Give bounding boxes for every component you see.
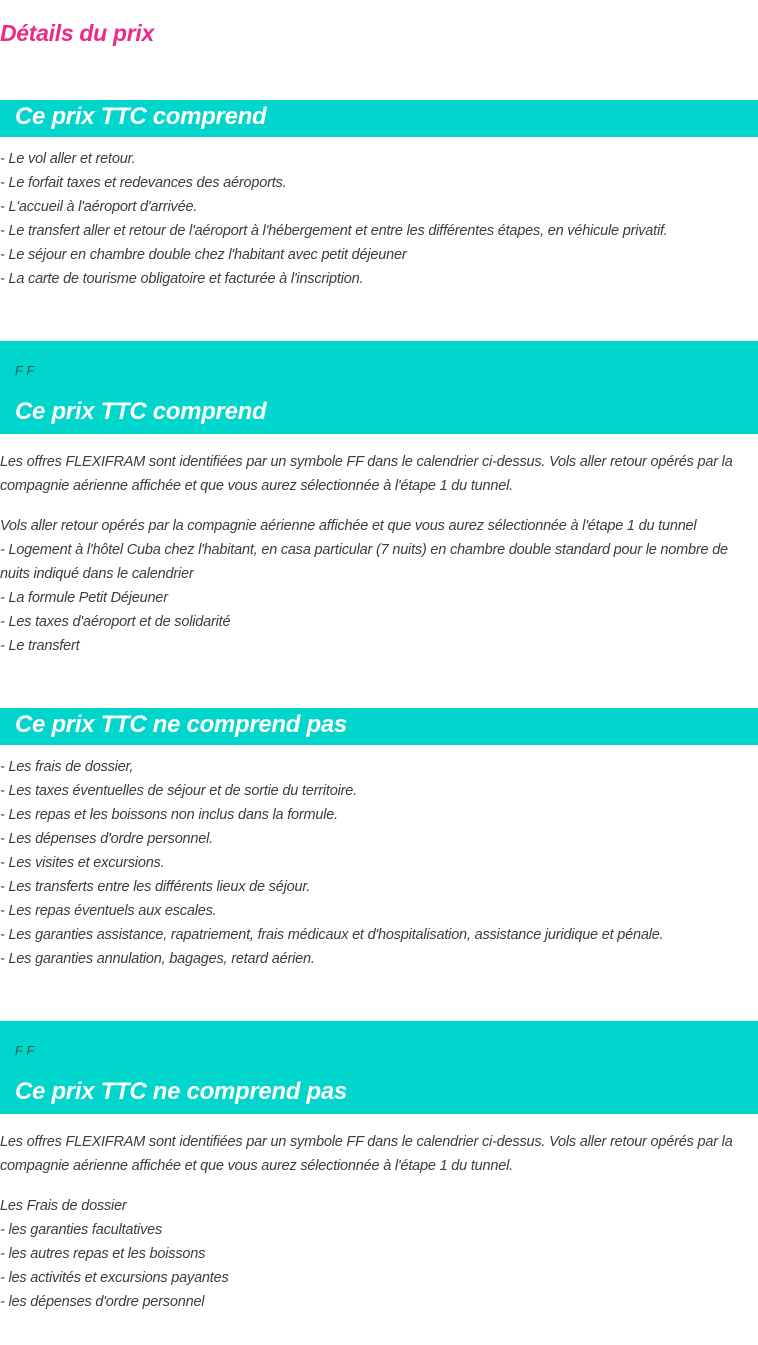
excludes-list [0, 755, 752, 971]
section-heading: Ce prix TTC ne comprend pas [15, 1078, 347, 1105]
list-item: Les Frais de dossier [0, 1198, 127, 1214]
section-header-flexifram-excludes [0, 1021, 758, 1114]
page-title: Détails du prix [0, 20, 154, 46]
section-header-includes [0, 100, 758, 137]
list-item: - les garanties facultatives [0, 1222, 163, 1238]
section-heading: Ce prix TTC comprend [15, 103, 267, 130]
includes-list [0, 147, 752, 291]
list-item: - Le forfait taxes et redevances des aéroports. [0, 175, 287, 191]
list-item: - La carte de tourisme obligatoire et facturée à l'inscription. [0, 271, 364, 287]
list-item: - Le transfert [0, 638, 80, 654]
list-item: - Les dépenses d'ordre personnel. [0, 831, 214, 847]
list-item: - les dépenses d'ordre personnel [0, 1294, 205, 1310]
list-item: - Le vol aller et retour. [0, 151, 136, 167]
list-item: - Les repas et les boissons non inclus dans la formule. [0, 807, 338, 823]
list-item: Vols aller retour opérés par la compagnie aérienne affichée et que vous aurez sélectionnée à l'étape 1 du tunnel [0, 518, 697, 534]
list-item: - La formule Petit Déjeuner [0, 590, 168, 606]
list-item: - L'accueil à l'aéroport d'arrivée. [0, 199, 198, 215]
list-item: - les activités et excursions payantes [0, 1270, 229, 1286]
list-item: - Logement à l'hôtel Cuba chez l'habitant, en casa particular (7 nuits) en chambre double standard pour le nombre de nuits indiqué dans le calendrier [0, 542, 728, 582]
flexifram-intro: Les offres FLEXIFRAM sont identifiées par un symbole FF dans le calendrier ci-dessus. Vols aller retour opérés par la compagnie aérienne affichée et que vous aurez sélectionnée à l'étape 1 du tunnel. [0, 454, 733, 494]
flexifram-includes-list [0, 514, 752, 658]
flexifram-excludes-list [0, 1194, 752, 1314]
list-item: - les autres repas et les boissons [0, 1246, 206, 1262]
list-item: - Le transfert aller et retour de l'aéroport à l'hébergement et entre les différentes étapes, en véhicule privatif. [0, 223, 668, 239]
flexifram-intro: Les offres FLEXIFRAM sont identifiées par un symbole FF dans le calendrier ci-dessus. Vols aller retour opérés par la compagnie aérienne affichée et que vous aurez sélectionnée à l'étape 1 du tunnel. [0, 1134, 733, 1174]
list-item: - Les garanties assistance, rapatriement, frais médicaux et d'hospitalisation, assistance juridique et pénale. [0, 927, 664, 943]
section-header-excludes [0, 708, 758, 745]
list-item: - Les garanties annulation, bagages, retard aérien. [0, 951, 315, 967]
ff-symbol: F F [15, 1043, 35, 1058]
list-item: - Le séjour en chambre double chez l'habitant avec petit déjeuner [0, 247, 407, 263]
list-item: - Les taxes éventuelles de séjour et de sortie du territoire. [0, 783, 357, 799]
list-item: - Les taxes d'aéroport et de solidarité [0, 614, 231, 630]
section-heading: Ce prix TTC comprend [15, 398, 267, 425]
list-item: - Les frais de dossier, [0, 759, 134, 775]
section-header-flexifram-includes [0, 341, 758, 434]
list-item: - Les visites et excursions. [0, 855, 165, 871]
ff-symbol: F F [15, 363, 35, 378]
section-heading: Ce prix TTC ne comprend pas [15, 711, 347, 738]
list-item: - Les transferts entre les différents lieux de séjour. [0, 879, 311, 895]
list-item: - Les repas éventuels aux escales. [0, 903, 217, 919]
